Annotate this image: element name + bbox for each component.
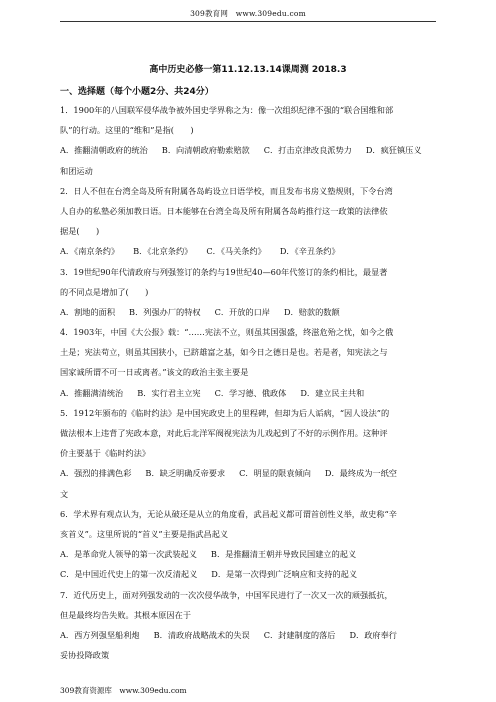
option-row bbox=[60, 241, 438, 261]
question-stem-line: 价主要基于《临时约法》 bbox=[60, 448, 151, 459]
answer-option: C．打击京津改良派势力 bbox=[263, 145, 352, 156]
question-stem-line: 人自办的私塾必须加教日语。日本能够在台湾全岛及所有附属各岛屿推行这一政策的法律依 bbox=[60, 205, 388, 216]
answer-option: B．实行君主立宪 bbox=[137, 387, 201, 398]
question-item bbox=[60, 403, 438, 504]
option-row bbox=[60, 544, 438, 564]
question-stem-line: 土是；宪法苟立，则虽其国狭小，已跻雄富之基，如今日之德日是也。若是者，知宪法之与 bbox=[60, 347, 388, 358]
answer-option: D．建立民主共和 bbox=[300, 387, 365, 398]
question-stem-line: 国家诚所谓不可一日或离者。”该文的政治主张主要是 bbox=[60, 367, 249, 378]
question-item bbox=[60, 181, 438, 262]
answer-option: A．割地的面积 bbox=[60, 306, 116, 317]
answer-option: 和团运动 bbox=[60, 165, 93, 176]
answer-option: C．学习德、俄政体 bbox=[214, 387, 287, 398]
document-title: 高中历史必修一第11.12.13.14课周测 2018.3 bbox=[149, 65, 347, 75]
answer-option: A．是革命党人领导的第一次武装起义 bbox=[60, 549, 197, 560]
question-item bbox=[60, 585, 438, 666]
question-stem-line: 据是( ) bbox=[60, 226, 100, 237]
question-stem-line: 但是最终均告失败。其根本原因在于 bbox=[60, 609, 192, 620]
question-item bbox=[60, 504, 438, 585]
page-header: 309教育网 www.309edu.com bbox=[190, 9, 306, 18]
question-item bbox=[60, 262, 438, 323]
question-stem-line: 1．1900年的八国联军侵华战争被外国史学界称之为：像一次组织纪律不强的“联合国维和部 bbox=[60, 105, 394, 115]
answer-option: B．缺乏明确反帝要求 bbox=[145, 468, 226, 479]
option-row bbox=[60, 383, 438, 403]
answer-option: A．推翻清朝政府的统治 bbox=[60, 145, 148, 156]
option-row bbox=[60, 161, 438, 181]
answer-option: D．是第一次得到广泛响应和支持的起义 bbox=[211, 569, 358, 580]
option-row bbox=[60, 302, 438, 322]
question-stem-line: 亥首义”。这里所说的“首义”主要是指武昌起义 bbox=[60, 528, 229, 539]
answer-option: D．赔款的数额 bbox=[283, 306, 340, 317]
header-rule bbox=[60, 21, 436, 22]
answer-option: D．疯狂镇压义 bbox=[365, 145, 422, 156]
answer-option: D．《辛丑条约》 bbox=[279, 246, 340, 257]
question-item bbox=[60, 322, 438, 403]
question-stem-line: 做法根本上违背了宪政本意，对此后北洋军阀视宪法为儿戏起到了不好的示例作用。这种评 bbox=[60, 428, 388, 438]
answer-option: C．开放的口岸 bbox=[214, 306, 270, 317]
answer-option: C．封建制度的落后 bbox=[263, 629, 336, 640]
question-stem-line: 5．1912年颁布的《临时约法》是中国宪政史上的里程碑，但却为后人诟病，“因人设法”的 bbox=[60, 407, 390, 418]
answer-option: 妥协投降政策 bbox=[60, 650, 110, 661]
answer-option: A．推翻满清统治 bbox=[60, 387, 124, 398]
answer-option: B．清政府战略战术的失误 bbox=[153, 629, 250, 640]
answer-option: B．《北京条约》 bbox=[133, 246, 193, 257]
question-stem-line: 2．日人不但在台湾全岛及所有附属各岛屿设立日语学校，而且发布书房义塾规则，下令台湾 bbox=[60, 185, 393, 196]
option-row bbox=[60, 140, 438, 160]
option-row bbox=[60, 625, 438, 645]
option-row bbox=[60, 463, 438, 483]
question-stem-line: 7．近代历史上，面对列强发动的一次次侵华战争，中国军民进行了一次又一次的顽强抵抗， bbox=[60, 589, 393, 600]
question-stem-line: 队”的行动。这里的“维和”是指( ) bbox=[60, 125, 194, 136]
page-footer: 309教育资源库 www.309edu.com bbox=[60, 686, 187, 695]
answer-option: D．最终成为一纸空 bbox=[324, 468, 397, 479]
question-item bbox=[60, 100, 438, 181]
question-stem-line: 3．19世纪90年代清政府与列强签订的条约与19世纪40—60年代签订的条约相比，最显著 bbox=[60, 266, 388, 277]
answer-option: C．明显的限袁倾向 bbox=[239, 468, 311, 479]
question-stem-line: 4．1903年，中国《大公报》载：“……宪法不立，则虽其国强盛，终滋危殆之忧，如今之俄 bbox=[60, 327, 394, 338]
option-row bbox=[60, 645, 438, 665]
answer-option: A．《南京条约》 bbox=[60, 246, 120, 257]
option-row bbox=[60, 564, 438, 584]
answer-option: A．西方列强坚船利炮 bbox=[60, 629, 140, 640]
answer-option: B．向清朝政府勒索赔款 bbox=[161, 145, 250, 156]
answer-option: C．《马关条约》 bbox=[206, 246, 266, 257]
question-stem-line: 的不同点是增加了( ) bbox=[60, 286, 149, 297]
section-heading: 一、选择题（每个小题2分、共24分） bbox=[60, 87, 214, 97]
answer-option: B．列强办厂的特权 bbox=[129, 306, 201, 317]
answer-option: A．强烈的排满色彩 bbox=[60, 468, 132, 479]
answer-option: 文 bbox=[60, 488, 69, 499]
answer-option: D．政府奉行 bbox=[349, 629, 397, 640]
answer-option: B．是推翻清王朝并导致民国建立的起义 bbox=[210, 549, 357, 560]
answer-option: C．是中国近代史上的第一次反清起义 bbox=[60, 569, 198, 580]
question-stem-line: 6．学术界有观点认为，无论从破还是从立的角度看，武昌起义都可谓首创性义举，故史称“辛 bbox=[60, 508, 397, 519]
question-list bbox=[60, 100, 438, 665]
option-row bbox=[60, 484, 438, 504]
